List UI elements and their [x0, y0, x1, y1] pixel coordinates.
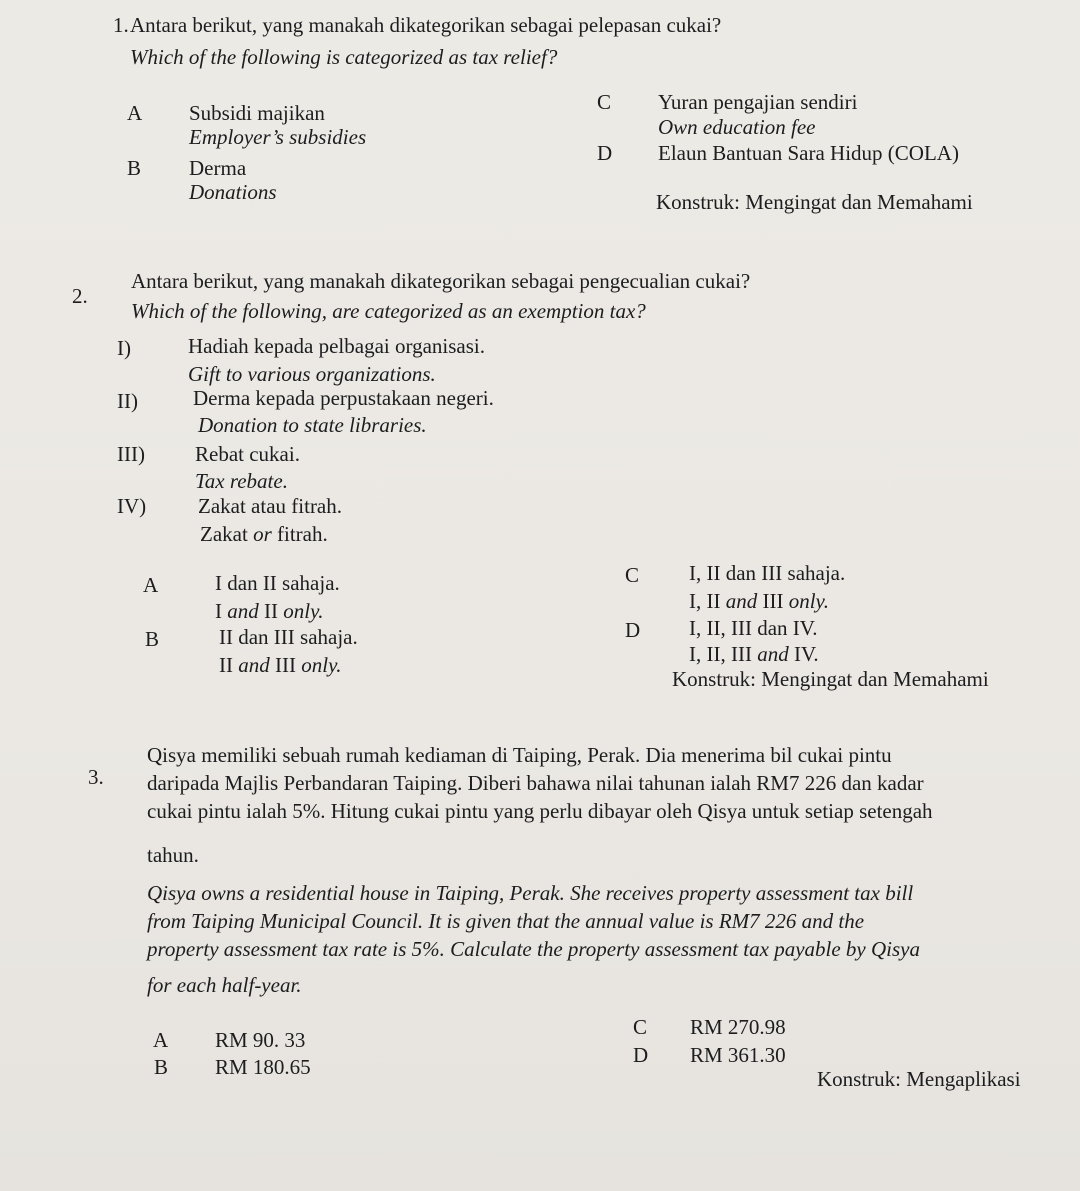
q3-en-line-4: for each half-year. [147, 973, 302, 997]
q3-en-line-1: Qisya owns a residential house in Taiping, Perak. She receives property assessment tax bill [147, 881, 914, 905]
q1-option-c-letter[interactable]: C [597, 90, 612, 114]
q2-option-c-en[interactable]: I, II and III only. [689, 589, 829, 613]
q3-option-d-letter[interactable]: D [633, 1043, 649, 1067]
q2-construct: Konstruk: Mengingat dan Memahami [672, 667, 989, 691]
q2-option-d-en[interactable]: I, II, III and IV. [689, 642, 819, 666]
q3-option-c-letter[interactable]: C [633, 1015, 648, 1039]
q1-option-a-ms[interactable]: Subsidi majikan [189, 101, 325, 125]
q1-option-a-en[interactable]: Employer’s subsidies [189, 125, 367, 149]
q3-construct: Konstruk: Mengaplikasi [817, 1067, 1021, 1091]
q1-text-ms: Antara berikut, yang manakah dikategorikan sebagai pelepasan cukai? [130, 13, 722, 37]
q3-number: 3. [88, 765, 104, 789]
q1-option-d-ms[interactable]: Elaun Bantuan Sara Hidup (COLA) [658, 141, 959, 165]
q3-en-line-3: property assessment tax rate is 5%. Calculate the property assessment tax payable by Qisya [147, 937, 920, 961]
q3-option-d-value[interactable]: RM 361.30 [690, 1043, 786, 1067]
q2-item-i-en: Gift to various organizations. [188, 362, 436, 386]
q2-option-b-ms[interactable]: II dan III sahaja. [219, 625, 358, 649]
q3-ms-line-4: tahun. [147, 843, 199, 867]
q1-option-c-ms[interactable]: Yuran pengajian sendiri [658, 90, 858, 114]
q2-option-a-ms[interactable]: I dan II sahaja. [215, 571, 340, 595]
q1-option-c-en[interactable]: Own education fee [658, 115, 816, 139]
q2-text-ms: Antara berikut, yang manakah dikategorikan sebagai pengecualian cukai? [131, 269, 751, 293]
q3-en-line-2: from Taiping Municipal Council. It is given that the annual value is RM7 226 and the [147, 909, 865, 933]
q1-construct: Konstruk: Mengingat dan Memahami [656, 190, 973, 214]
q1-option-d-letter[interactable]: D [597, 141, 613, 165]
q2-option-c-ms[interactable]: I, II dan III sahaja. [689, 561, 846, 585]
q2-item-iv-ms: Zakat atau fitrah. [198, 494, 343, 518]
q2-item-iii-en: Tax rebate. [195, 469, 288, 493]
q3-ms-line-2: daripada Majlis Perbandaran Taiping. Diberi bahawa nilai tahunan ialah RM7 226 dan kadar [147, 771, 924, 795]
q2-option-a-letter[interactable]: A [143, 573, 159, 597]
q2-item-ii-ms: Derma kepada perpustakaan negeri. [193, 386, 494, 410]
q1-option-b-letter[interactable]: B [127, 156, 142, 180]
q2-item-iii-roman: III) [117, 442, 145, 466]
q2-item-ii-roman: II) [117, 389, 138, 413]
q1-number: 1. [113, 13, 129, 37]
q2-item-ii-en: Donation to state libraries. [198, 413, 427, 437]
q3-ms-line-3: cukai pintu ialah 5%. Hitung cukai pintu yang perlu dibayar oleh Qisya untuk setiap setengah [147, 799, 933, 823]
q2-text-en: Which of the following, are categorized as an exemption tax? [131, 299, 646, 323]
q2-option-d-ms[interactable]: I, II, III dan IV. [689, 616, 818, 640]
q1-text-en: Which of the following is categorized as tax relief? [130, 45, 558, 69]
q2-option-b-en[interactable]: II and III only. [219, 653, 342, 677]
q3-option-a-value[interactable]: RM 90. 33 [215, 1028, 306, 1052]
q2-option-b-letter[interactable]: B [145, 627, 160, 651]
q2-option-a-en[interactable]: I and II only. [215, 599, 324, 623]
q3-option-c-value[interactable]: RM 270.98 [690, 1015, 786, 1039]
q1-option-b-ms[interactable]: Derma [189, 156, 247, 180]
q3-option-b-letter[interactable]: B [154, 1055, 169, 1079]
q1-option-b-en[interactable]: Donations [189, 180, 277, 204]
q2-item-iii-ms: Rebat cukai. [195, 442, 300, 466]
q2-item-i-roman: I) [117, 336, 131, 360]
q3-option-a-letter[interactable]: A [153, 1028, 169, 1052]
q2-number: 2. [72, 284, 88, 308]
q2-item-i-ms: Hadiah kepada pelbagai organisasi. [188, 334, 486, 358]
q3-option-b-value[interactable]: RM 180.65 [215, 1055, 311, 1079]
q2-item-iv-en: Zakat or fitrah. [200, 522, 328, 546]
q1-option-a-letter[interactable]: A [127, 101, 143, 125]
q2-item-iv-roman: IV) [117, 494, 147, 518]
q3-ms-line-1: Qisya memiliki sebuah rumah kediaman di Taiping, Perak. Dia menerima bil cukai pintu [147, 743, 892, 767]
q2-option-d-letter[interactable]: D [625, 618, 641, 642]
q2-option-c-letter[interactable]: C [625, 563, 640, 587]
